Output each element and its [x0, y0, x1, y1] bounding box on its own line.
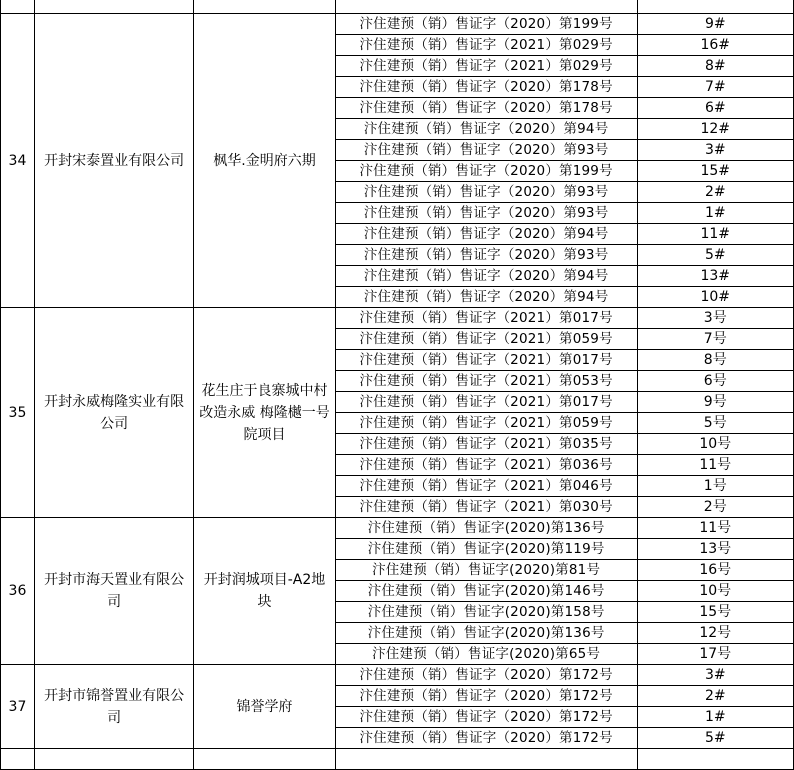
table-row	[1, 665, 794, 686]
project-name: 开封润城项目-A2地块	[194, 518, 335, 665]
building-number: 12#	[637, 119, 793, 140]
permit-number: 汴住建预（销）售证字（2020）第94号	[335, 119, 637, 140]
permit-number: 汴住建预（销）售证字（2020）第172号	[335, 665, 637, 686]
cell-company-partial	[34, 0, 193, 14]
building-number: 15#	[637, 161, 793, 182]
permit-number: 汴住建预（销）售证字（2021）第017号	[335, 392, 637, 413]
building-number: 10号	[637, 581, 793, 602]
building-number: 2号	[637, 497, 793, 518]
company-name: 开封市锦誉置业有限公司	[34, 665, 193, 749]
permit-number: 汴住建预（销）售证字（2021）第029号	[335, 35, 637, 56]
building-number: 8号	[637, 350, 793, 371]
cell-partial	[34, 749, 193, 770]
company-name: 开封永威梅隆实业有限公司	[34, 308, 193, 518]
cell-partial	[1, 749, 35, 770]
cell-partial	[335, 749, 637, 770]
permit-number: 汴住建预（销）售证字（2021）第053号	[335, 371, 637, 392]
permit-number: 汴住建预（销）售证字（2021）第036号	[335, 455, 637, 476]
permit-number: 汴住建预（销）售证字（2020）第172号	[335, 686, 637, 707]
permit-number: 汴住建预（销）售证字（2020）第172号	[335, 707, 637, 728]
permit-number: 汴住建预（销）售证字（2020）第199号	[335, 14, 637, 35]
building-number: 15号	[637, 602, 793, 623]
building-number: 1#	[637, 203, 793, 224]
permit-number: 汴住建预（销）售证字（2021）第029号	[335, 56, 637, 77]
permit-number: 汴住建预（销）售证字（2021）第059号	[335, 413, 637, 434]
permit-number: 汴住建预（销）售证字(2020)第158号	[335, 602, 637, 623]
building-number: 16#	[637, 35, 793, 56]
building-number: 7#	[637, 77, 793, 98]
permit-number: 汴住建预（销）售证字(2020)第136号	[335, 623, 637, 644]
building-number: 3号	[637, 308, 793, 329]
permit-number: 汴住建预（销）售证字（2020）第94号	[335, 224, 637, 245]
building-number: 1#	[637, 707, 793, 728]
building-number: 7号	[637, 329, 793, 350]
row-number: 34	[1, 14, 35, 308]
building-number: 5号	[637, 413, 793, 434]
building-number: 8#	[637, 56, 793, 77]
building-number: 13#	[637, 266, 793, 287]
building-number: 11#	[637, 224, 793, 245]
building-number: 10#	[637, 287, 793, 308]
permit-number: 汴住建预（销）售证字（2020）第199号	[335, 161, 637, 182]
building-number: 6号	[637, 371, 793, 392]
building-number: 1号	[637, 476, 793, 497]
building-number: 6#	[637, 98, 793, 119]
permit-number: 汴住建预（销）售证字（2020）第93号	[335, 140, 637, 161]
permit-number: 汴住建预（销）售证字（2021）第059号	[335, 329, 637, 350]
permit-number: 汴住建预（销）售证字(2020)第119号	[335, 539, 637, 560]
building-number: 5#	[637, 728, 793, 749]
permit-number: 汴住建预（销）售证字（2021）第030号	[335, 497, 637, 518]
building-number: 3#	[637, 665, 793, 686]
row-number: 35	[1, 308, 35, 518]
building-number: 17号	[637, 644, 793, 665]
project-name: 枫华.金明府六期	[194, 14, 335, 308]
building-number: 12号	[637, 623, 793, 644]
cell-partial	[637, 749, 793, 770]
permit-number: 汴住建预（销）售证字（2020）第93号	[335, 245, 637, 266]
permit-number: 汴住建预（销）售证字（2021）第046号	[335, 476, 637, 497]
building-number: 2#	[637, 686, 793, 707]
building-number: 13号	[637, 539, 793, 560]
table-row	[1, 14, 794, 35]
permit-number: 汴住建预（销）售证字(2020)第65号	[335, 644, 637, 665]
building-number: 2#	[637, 182, 793, 203]
project-name: 锦誉学府	[194, 665, 335, 749]
building-number: 16号	[637, 560, 793, 581]
permit-number: 汴住建预（销）售证字（2020）第93号	[335, 203, 637, 224]
table-row-partial-top	[1, 0, 794, 14]
permit-number: 汴住建预（销）售证字（2020）第94号	[335, 287, 637, 308]
building-number: 11号	[637, 518, 793, 539]
table-row	[1, 518, 794, 539]
permit-number: 汴住建预（销）售证字（2020）第178号	[335, 98, 637, 119]
permit-number: 汴住建预（销）售证字（2021）第035号	[335, 434, 637, 455]
cell-partial	[194, 749, 335, 770]
permit-number: 汴住建预（销）售证字（2021）第017号	[335, 350, 637, 371]
table-row-partial-bottom	[1, 749, 794, 770]
permit-number: 汴住建预（销）售证字(2020)第146号	[335, 581, 637, 602]
permit-number: 汴住建预（销）售证字（2020）第178号	[335, 77, 637, 98]
permit-number: 汴住建预（销）售证字（2020）第93号	[335, 182, 637, 203]
building-number: 10号	[637, 434, 793, 455]
building-number: 9号	[637, 392, 793, 413]
cell-building-partial	[637, 0, 793, 14]
building-number: 11号	[637, 455, 793, 476]
building-number: 9#	[637, 14, 793, 35]
table-row	[1, 308, 794, 329]
permit-number: 汴住建预（销）售证字（2020）第172号	[335, 728, 637, 749]
cell-cert-partial	[335, 0, 637, 14]
company-name: 开封市海天置业有限公司	[34, 518, 193, 665]
permit-number: 汴住建预（销）售证字（2021）第017号	[335, 308, 637, 329]
permit-number: 汴住建预（销）售证字(2020)第81号	[335, 560, 637, 581]
permit-number: 汴住建预（销）售证字（2020）第94号	[335, 266, 637, 287]
permit-number: 汴住建预（销）售证字(2020)第136号	[335, 518, 637, 539]
project-name: 花生庄于良寨城中村改造永威 梅隆樾一号院项目	[194, 308, 335, 518]
row-number: 36	[1, 518, 35, 665]
table-body	[1, 0, 794, 770]
company-name: 开封宋泰置业有限公司	[34, 14, 193, 308]
building-number: 5#	[637, 245, 793, 266]
cell-no-partial	[1, 0, 35, 14]
row-number: 37	[1, 665, 35, 749]
building-number: 3#	[637, 140, 793, 161]
cell-project-partial	[194, 0, 335, 14]
